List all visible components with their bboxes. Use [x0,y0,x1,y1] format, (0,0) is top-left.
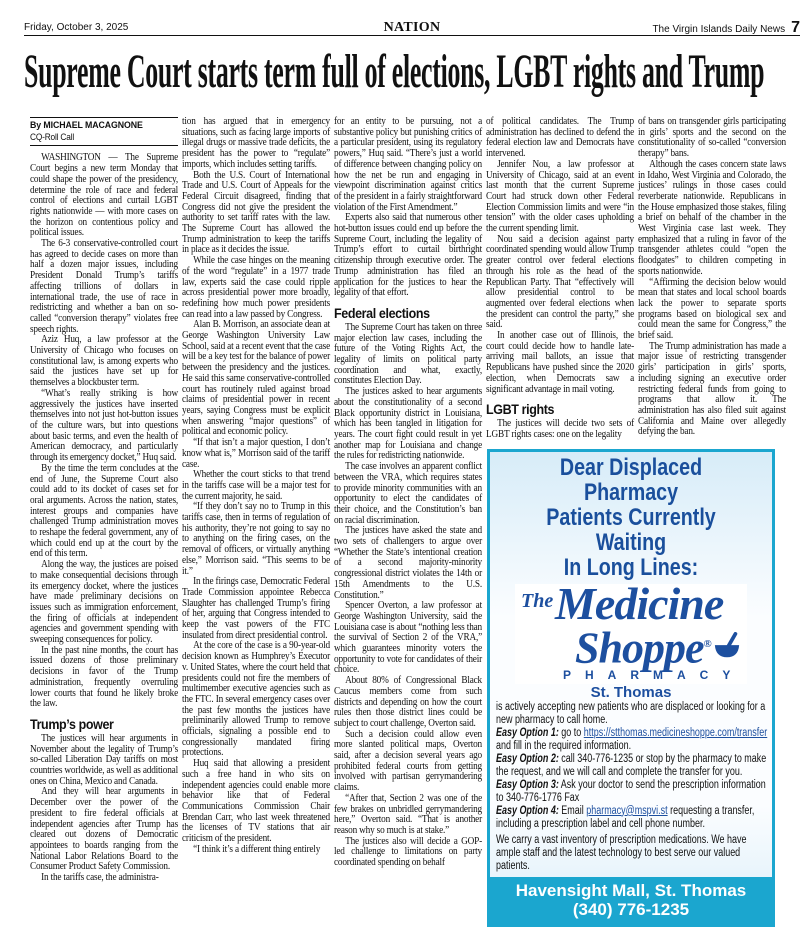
ad-location: St. Thomas [590,683,672,701]
article-paragraph: The justices asked to hear arguments about the constitutionality of a second Black opportunity district in Louisiana, which has been tangled in litigation for years. The court fight could result in yet another map for Louisiana and change the rules for redistricting nationwide. [334,386,482,462]
author-name: By MICHAEL MACAGNONE [30,120,143,131]
article-paragraph: The 6-3 conservative-controlled court has agreed to decide cases on more than half a dozen major issues, including President Donald Trump’s tariffs affecting trillions of dollars in international trade, the use of race in redistricting and whether a ban on so-called “conversion therapy” violates free speech rights. [30,238,178,335]
article-paragraph: While the case hinges on the meaning of the word “regulate” in a 1977 trade law, experts said the case could ripple across presidential power more broadly, redefining how much power presidents can read into a law passed by Congress. [182,255,330,320]
option-text: go to [558,726,584,739]
article-paragraph: The justices also will decide a GOP-led challenge to limitations on party coordinated spending on behalf [334,835,482,869]
article-paragraph: tion has argued that in emergency situations, such as facing large imports of illegal drugs or massive trade deficits, the president has the power to “regulate” imports, which includes setting tariffs. [182,116,330,170]
subheading: Trump’s power [30,716,114,732]
masthead [652,19,800,37]
ad-footer [490,877,772,924]
article-paragraph: of bans on transgender girls participating in girls’ sports and the second on the constitutionality of so-called “conversion therapy” bans. [638,116,786,160]
article-paragraph: At the core of the case is a 90-year-old decision known as Humphrey’s Executor v. United States, where the court held that presidents could not fire the members of multimember executive agencies such as the FTC. In several emergency cases over the past few months the justices have preliminarily allowed Trump to remove officials, signaling a possible end to congressionally mandated firing protections. [182,640,330,759]
page-header [24,19,800,36]
option-text: Email [558,804,587,817]
article-paragraph: In the firings case, Democratic Federal Trade Commission appointee Rebecca Slaughter has challenged Trump’s firing of her, arguing that Congress intended to keep the vast powers of the FTC insulated from direct presidential control. [182,576,330,641]
byline [30,117,178,146]
subheading: LGBT rights [486,402,555,418]
transfer-option [496,779,773,805]
article-paragraph: And they will hear arguments in December over the power of the president to fire federal officials at independent agencies after Trump has cleared out dozens of Democratic appointees to boards ranging from the National Labor Relations Board to the Consumer Product Safety Commission. [30,786,178,873]
mortar-pestle-icon [713,632,741,660]
ad-headline [490,455,772,580]
article-paragraph: Both the U.S. Court of International Trade and U.S. Court of Appeals for the Federal Circuit disagreed, finding that Congress did not give the president the authority to set tariff rates with the law. The Supreme Court has allowed the Trump administration to keep the tariffs in place as it decides the issue. [182,169,330,256]
article-paragraph: “What’s really striking is how aggressively the justices have inserted themselves into not just hot-button issues of the culture wars, but into questions about basic terms, and even the health of American democracy, and particularly through its emergency docket,” Huq said. [30,387,178,464]
page-number: 7 [791,19,800,36]
ad-closing: We carry a vast inventory of prescription medications. We have ample staff and the latest technology to best serve our valued patients. [496,833,747,872]
article-paragraph: Experts also said that numerous other hot-button issues could end up before the Supreme Court, including the legality of Trump’s effort to curtail birthright citizenship through executive order. The Trump administration has filed an application for the justices to hear the legality of that effort. [334,212,482,299]
ad-address: Havensight Mall, St. Thomas [515,880,747,900]
article-paragraph: Along the way, the justices are poised to make consequential decisions through its emergency docket, where the justices have made preliminary decisions on issues such as immigration enforcement, the firing of officials at independent agencies and government spending with sweeping consequences for policy. [30,559,178,646]
article-paragraph: In the tariffs case, the administra- [41,872,159,884]
article-paragraph: “After that, Section 2 was one of the few brakes on unbridled gerrymandering here,” Overton said. “That is another reason why so much is at stake.” [334,792,482,836]
registered-mark: ® [703,637,711,650]
article-column-5 [638,117,786,438]
ad-headline-line: In Long Lines: [563,553,699,581]
article-paragraph: “If they don’t say no to Trump in this tariffs case, then in terms of regulation of his authority, they’re not going to say no to anything on the firing cases, on the removal of officers, or virtually anything else,” Morrison said. “This seems to be it.” [182,501,330,577]
subheading: Federal elections [334,305,430,321]
article-paragraph: In the past nine months, the court has issued dozens of those preliminary decisions in favor of the Trump administration, frequently overruling lower courts that found he likely broke the law. [30,644,178,710]
article-paragraph: The justices will decide two sets of LGBT rights cases: one on the legality [486,418,634,440]
article-column-1 [30,117,178,884]
ad-phone: (340) 776-1235 [572,899,690,919]
article-paragraph: The case involves an apparent conflict between the VRA, which requires states to provide minority communities with an opportunity to elect the candidates of their choice, and the Constitution’s ban on racial discrimination. [334,461,482,526]
option-text: Ask your doctor to send the prescription information to 340-776-1776 Fax [496,778,766,804]
ad-headline-line: Patients Currently Waiting [546,503,716,556]
article-paragraph: About 80% of Congressional Black Caucus members come from such districts and depending on how the court rules then those district lines could be subject to court challenge, Overton said. [334,675,482,729]
logo-shoppe: Shoppe [575,623,704,673]
pharmacy-advertisement [487,449,775,927]
option-text: requesting a transfer, including a prescription label and cell phone number. [496,804,755,830]
article-paragraph: In another case out of Illinois, the court could decide how to handle late-arriving mail ballots, an issue that Republicans have pushed since the 2020 election, when Democrats saw a significant advantage in mail voting. [486,330,634,395]
article-paragraph: “If that isn’t a major question, I don’t know what is,” Morrison said of the tariff case. [182,437,330,470]
article-paragraph: Huq said that allowing a president such a free hand in who sits on independent agencies could enable more behavior like that of Federal Communications Commission Chair Brendan Carr, who last week threatened the licenses of TV stations that air criticism of the president. [182,758,330,845]
ad-headline-line: Dear Displaced Pharmacy [559,453,703,506]
transfer-option [496,805,773,831]
medicine-shoppe-logo [515,577,747,684]
article-paragraph: Such a decision could allow even more slanted political maps, Overton said, after a decision several years ago prohibited federal courts from getting involved with partisan gerrymandering claims. [334,728,482,794]
article-paragraph: of political candidates. The Trump administration has declined to defend the federal election law and Democrats have intervened. [486,116,634,160]
article-paragraph: Nou said a decision against party coordinated spending would allow Trump greater control over federal elections through his role as the head of the Republican Party. That “effectively will allow presidential control to be augmented over federal elections when the president can control the party,” she said. [486,233,634,331]
logo-medicine: Medicine [555,577,724,629]
option-label: Easy Option 2: [496,752,559,765]
article-column-4 [486,117,634,441]
option-text: and fill in the required information. [496,739,632,752]
article-paragraph: Jennifer Nou, a law professor at University of Chicago, said at an event last month that the current Supreme Court had struck down other Federal Election Commission limits and were “in tension” with the older cases upholding the current spending limit. [486,158,634,235]
article-paragraph: WASHINGTON — The Supreme Court begins a new term Monday that could shape the power of the presidency, determine the role of race and federal control of elections and curtail LGBT rights nationwide — with more cases on the horizon on contentious policy and political issues. [30,152,178,239]
article-paragraph: The Supreme Court has taken on three major election law cases, including the future of the Voting Rights Act, the legality of limits on political party coordination and what, exactly, constitutes Election Day. [334,321,482,387]
article-paragraph: “Affirming the decision below would mean that states and local school boards lack the power to separate sports programs based on biological sex and could mean the same for Congress,” the brief said. [638,276,786,342]
article-paragraph: Aziz Huq, a law professor at the University of Chicago who focuses on constitutional law, is among experts who said the justices have set up for themselves a blockbuster term. [30,334,178,389]
option-label: Easy Option 3: [496,778,559,791]
option-link[interactable]: pharmacy@mspvi.st [586,804,668,817]
article-paragraph: The Trump administration has made a major issue of restricting transgender girls’ participation in girls’ sports, including signing an executive order restricting federal funds from going to programs that allow it. The administration has also filed suit against California and Maine over allegedly defying the ban. [638,340,786,438]
article-paragraph: Whether the court sticks to that trend in the tariffs case will be a major test for the current majority, he said. [182,469,330,502]
option-text: call 340-776-1235 or stop by the pharmacy to make the request, and we will call and complete the transfer for you. [496,752,767,778]
article-paragraph: The justices will hear arguments in November about the legality of Trump’s so-called Liberation Day tariffs on most countries worldwide, as well as additional ones on China, Mexico and Canada. [30,732,178,787]
logo-the: The [521,589,554,612]
option-link[interactable]: https://stthomas.medicineshoppe.com/transfer [583,726,768,739]
article-paragraph: By the time the term concludes at the end of June, the Supreme Court also could add to its docket of cases set for oral arguments. Across the nation, states, interest groups and companies have challenged Trump administration moves to reshape the federal government, any of which could end up at the court by the end of this term. [30,462,178,560]
option-label: Easy Option 1: [496,726,559,739]
article-paragraph: The justices have asked the state and two sets of challengers to argue over “Whether the State’s intentional creation of a second majority-minority congressional district violates the 14th or 15th Amendments to the U.S. Constitution.” [334,525,482,601]
article-column-2 [182,117,330,856]
article-column-3 [334,117,482,869]
section-name: NATION [383,20,441,35]
article-paragraph: Although the cases concern state laws in Idaho, West Virginia and Colorado, the justices’ rulings in those cases could reverberate nationwide. Republicans in the House emphasized those stakes, filing a brief on behalf of the chamber in the West Virginia case last week. They emphasized that a ruling in favor of the transgender athletes could “open the floodgates” to children competing in sports nationwide. [638,158,786,277]
article-paragraph: “I think it’s a different thing entirely [193,843,321,855]
article-paragraph: for an entity to be pursuing, not a substantive policy but punishing critics of a particular president, using its regulatory powers,” Huq said. “There’s just a world of difference between changing policy on how the net be run and engaging in viewpoint discrimination against critics of the president in a fairly straightforward violation of the First Amendment.” [334,116,482,213]
article-paragraph: Alan B. Morrison, an associate dean at George Washington University Law School, said at a recent event that the case will be a key test for the balance of power between the presidency and the justices. He said this same conservative-controlled court has routinely ruled against broad claims of presidential power in recent years, saying Congress must be explicit when answering “major questions” of political and economic policy. [182,319,330,438]
ad-intro: is actively accepting new patients who are displaced or looking for a new pharmacy to call home. [496,700,766,726]
article-paragraph: Spencer Overton, a law professor at George Washington University, said the Louisiana case is about “nothing less than the survival of Section 2 of the VRA,” which guarantees minority voters the opportunity to vote for candidates of their choice. [334,600,482,676]
transfer-option [496,753,773,779]
option-label: Easy Option 4: [496,804,559,817]
issue-date: Friday, October 3, 2025 [24,22,129,33]
logo-pharmacy: PHARMACY [563,667,745,682]
paper-name: The Virgin Islands Daily News [652,24,786,35]
author-affiliation: CQ-Roll Call [30,131,75,142]
headline: Supreme Court starts term full of elections, LGBT rights and Trump [24,45,765,98]
ad-body [496,701,773,877]
transfer-option [496,727,773,753]
